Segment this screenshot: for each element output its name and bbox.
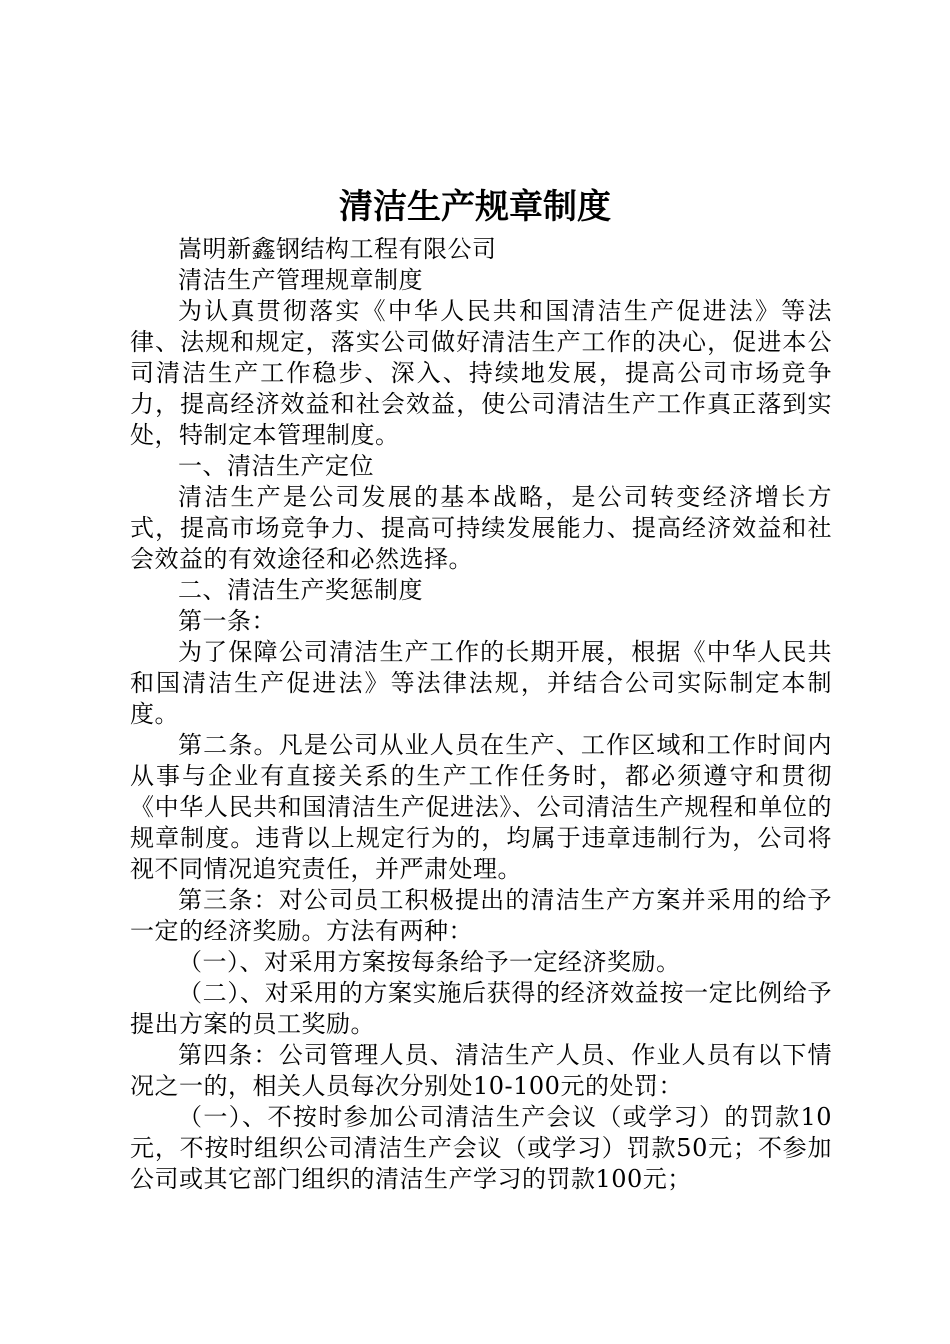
- section-1-paragraph: 清洁生产是公司发展的基本战略，是公司转变经济增长方式，提高市场竞争力、提高可持续发展能力、提高经济效益和社会效益的有效途径和必然选择。: [130, 483, 832, 573]
- article-1-paragraph: 为了保障公司清洁生产工作的长期开展，根据《中华人民共和国清洁生产促进法》等法律法规，并结合公司实际制定本制度。: [130, 638, 832, 728]
- subtitle: 清洁生产管理规章制度: [178, 266, 423, 294]
- intro-paragraph: 为认真贯彻落实《中华人民共和国清洁生产促进法》等法律、法规和规定，落实公司做好清洁生产工作的决心，促进本公司清洁生产工作稳步、深入、持续地发展，提高公司市场竞争力，提高经济效益和社会效益，使公司清洁生产工作真正落到实处，特制定本管理制度。: [130, 297, 832, 449]
- article-4-item-1: （一）、不按时参加公司清洁生产会议（或学习）的罚款10元，不按时组织公司清洁生产会议（或学习）罚款50元；不参加公司或其它部门组织的清洁生产学习的罚款100元；: [130, 1103, 832, 1193]
- article-2-paragraph: 第二条。凡是公司从业人员在生产、工作区域和工作时间内从事与企业有直接关系的生产工作任务时，都必须遵守和贯彻《中华人民共和国清洁生产促进法》、公司清洁生产规程和单位的规章制度。违背以上规定行为的，均属于违章违制行为，公司将视不同情况追究责任，并严肃处理。: [130, 731, 832, 883]
- article-3-item-1: （一）、对采用方案按每条给予一定经济奖励。: [178, 948, 681, 976]
- article-4-paragraph: 第四条：公司管理人员、清洁生产人员、作业人员有以下情况之一的，相关人员每次分别处10-100元的处罚：: [130, 1041, 832, 1100]
- article-3-paragraph: 第三条：对公司员工积极提出的清洁生产方案并采用的给予一定的经济奖励。方法有两种：: [130, 886, 832, 945]
- article-3-item-2: （二）、对采用的方案实施后获得的经济效益按一定比例给予提出方案的员工奖励。: [130, 979, 832, 1038]
- section-heading-2: 二、清洁生产奖惩制度: [178, 576, 423, 604]
- article-1-heading: 第一条：: [178, 607, 276, 635]
- company-name: 嵩明新鑫钢结构工程有限公司: [178, 235, 497, 263]
- section-heading-1: 一、清洁生产定位: [178, 452, 374, 480]
- document-body: [130, 234, 832, 1195]
- document-title: 清洁生产规章制度: [339, 187, 611, 227]
